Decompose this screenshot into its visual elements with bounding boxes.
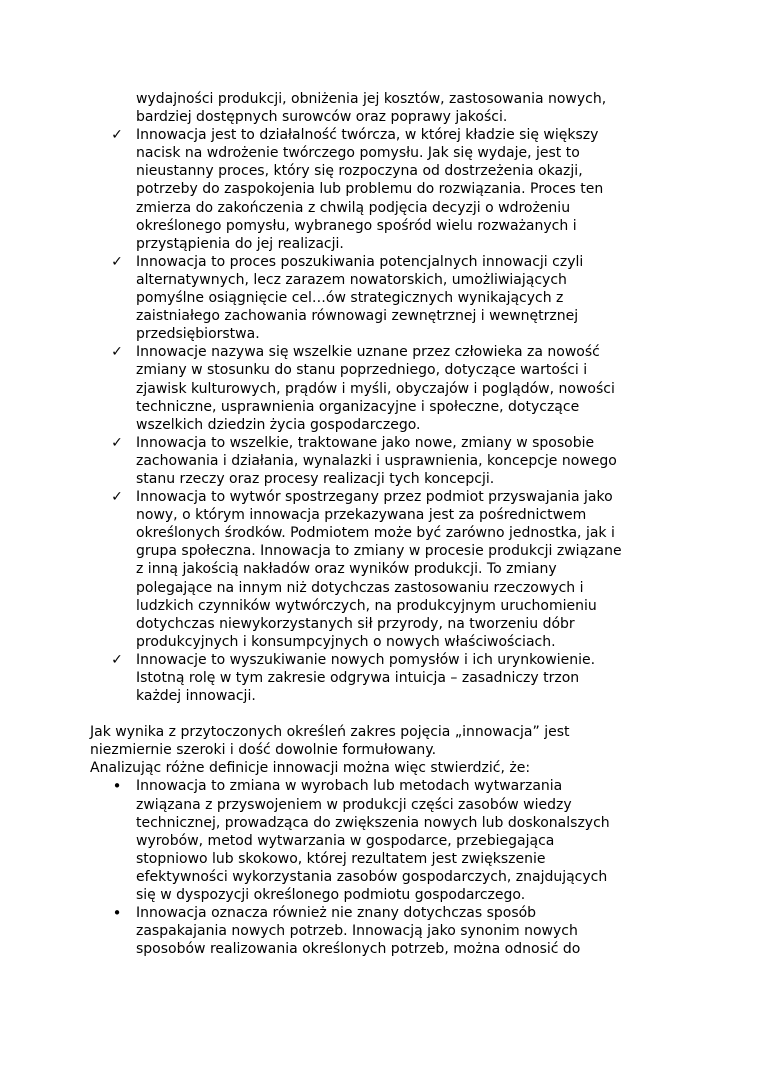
paragraph: Jak wynika z przytoczonych określeń zakres pojęcia „innowacja” jest niezmiernie szeroki i dość dowolnie formułowany. xyxy=(90,724,570,759)
checkmark-icon: ✓ xyxy=(111,434,123,451)
list-item-text: Innowacja oznacza również nie znany dotychczas sposób zaspakajania nowych potrzeb. Innowacją jako synonim nowych sposobów realizowania określonych potrzeb, można odnosić do xyxy=(136,905,581,958)
document-body xyxy=(90,90,680,958)
list-item xyxy=(90,253,680,343)
list-item xyxy=(90,90,680,126)
checkmark-icon: ✓ xyxy=(111,253,123,270)
list-item-text: Innowacja to zmiana w wyrobach lub metodach wytwarzania związana z przyswojeniem w produkcji części zasobów wiedzy technicznej, prowadząca do zwiększenia nowych lub doskonalszych wyrobów, metod wytwarzania w gospodarce, przebiegająca stopniowo lub skokowo, której rezultatem jest zwiększenie efektywności wykorzystania zasobów gospodarczych, znajdujących się w dyspozycji określonego podmiotu gospodarczego. xyxy=(136,778,610,904)
list-item xyxy=(90,488,680,651)
checkmark-icon: ✓ xyxy=(111,651,123,668)
paragraph: Analizując różne definicje innowacji można więc stwierdzić, że: xyxy=(90,760,531,777)
list-item-text: Innowacja to wszelkie, traktowane jako nowe, zmiany w sposobie zachowania i działania, wynalazki i usprawnienia, koncepcje nowego stanu rzeczy oraz procesy realizacji tych koncepcji. xyxy=(136,434,617,487)
bullet-icon: • xyxy=(112,777,122,796)
list-item-text: Innowacje to wyszukiwanie nowych pomysłów i ich urynkowienie. Istotną rolę w tym zakresie odgrywa intuicja – zasadniczy trzon każdej innowacji. xyxy=(136,651,596,705)
list-item xyxy=(90,904,680,958)
paragraph-gap xyxy=(90,705,680,723)
list-item-text: wydajności produkcji, obniżenia jej kosztów, zastosowania nowych, bardziej dostępnych surowców oraz poprawy jakości. xyxy=(136,91,607,126)
list-item-text: Innowacja to wytwór spostrzegany przez podmiot przyswajania jako nowy, o którym innowacja przekazywana jest za pośrednictwem określonych środków. Podmiotem może być zarówno jednostka, jak i grupa społeczna. Innowacja to zmiany w procesie produkcji związane z inną jakością nakładów oraz wyników produkcji. To zmiany polegające na innym niż dotychczas zastosowaniu rzeczowych i ludzkich czynników wytwórczych, na produkcyjnym uruchomieniu dotychczas niewykorzystanych sił przyrody, na tworzeniu dóbr produkcyjnych i konsumpcyjnych o nowych właściwościach. xyxy=(136,489,622,650)
checkmark-icon: ✓ xyxy=(111,127,123,144)
list-item xyxy=(90,343,680,433)
list-item xyxy=(90,434,680,488)
checkmark-icon: ✓ xyxy=(111,344,123,361)
list-item xyxy=(90,777,680,904)
list-item-text: Innowacja to proces poszukiwania potencjalnych innowacji czyli alternatywnych, lecz zarazem nowatorskich, umożliwiających pomyślne osiągnięcie cel…ów strategicznych wynikających z zaistniałego zachowania równowagi zewnętrznej i wewnętrznej przedsiębiorstwa. xyxy=(136,253,584,343)
list-item xyxy=(90,651,680,705)
list-item xyxy=(90,126,680,253)
list-item-text: Innowacje nazywa się wszelkie uznane przez człowieka za nowość zmiany w stosunku do stanu poprzedniego, dotyczące wartości i zjawisk kulturowych, prądów i myśli, obyczajów i poglądów, nowości techniczne, usprawnienia organizacyjne i społeczne, dotyczące wszelkich dziedzin życia gospodarczego. xyxy=(136,344,615,433)
bullet-icon: • xyxy=(112,904,122,923)
list-item-text: Innowacja jest to działalność twórcza, w której kładzie się większy nacisk na wdrożenie twórczego pomysłu. Jak się wydaje, jest to nieustanny proces, który się rozpoczyna od dostrzeżenia okazji, potrzeby do zaspokojenia lub problemu do rozwiązania. Proces ten zmierza do zakończenia z chwilą podjęcia decyzji o wdrożeniu określonego pomysłu, wybranego spośród wielu rozważanych i przystąpienia do jej realizacji. xyxy=(136,127,604,252)
checkmark-icon: ✓ xyxy=(111,489,123,506)
